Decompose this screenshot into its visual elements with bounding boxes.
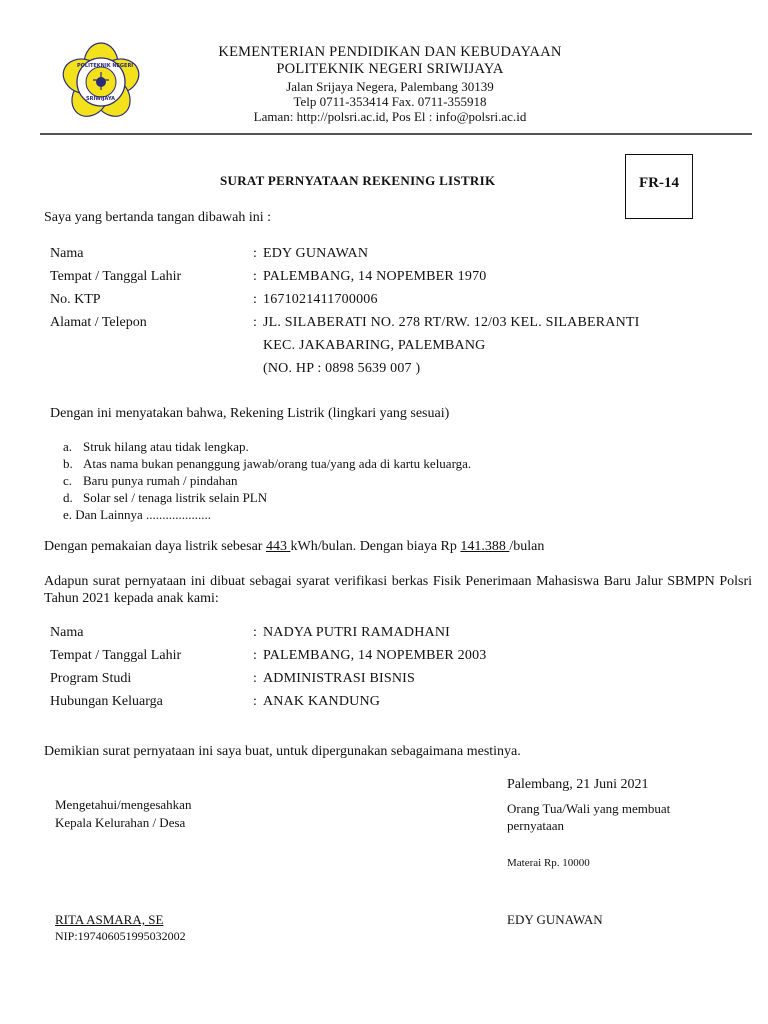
usage-cost: 141.388 (460, 539, 510, 554)
declarant-name-label: Nama (50, 246, 84, 261)
option-b-text: Atas nama bukan penanggung jawab/orang tua/yang ada di kartu keluarga. (83, 456, 472, 471)
declarant-name-colon: : (253, 246, 257, 261)
child-birth-value: PALEMBANG, 14 NOPEMBER 2003 (263, 648, 487, 663)
child-name-label: Nama (50, 625, 84, 640)
header-address: Jalan Srijaya Negera, Palembang 30139 (286, 79, 494, 94)
right-sign-title-2: pernyataan (507, 818, 565, 833)
header-institution: POLITEKNIK NEGERI SRIWIJAYA (276, 61, 504, 77)
usage-prefix: Dengan pemakaian daya listrik sebesar (44, 539, 266, 554)
polsri-logo (55, 42, 147, 122)
child-name-value: NADYA PUTRI RAMADHANI (263, 625, 450, 640)
place-date: Palembang, 21 Juni 2021 (507, 777, 649, 792)
declarant-ktp-colon: : (253, 292, 257, 307)
logo-text-bottom: SRIWIJAYA (86, 96, 115, 102)
child-birth-label: Tempat / Tanggal Lahir (50, 648, 182, 663)
usage-line (44, 539, 544, 555)
option-b-letter: b. (63, 456, 73, 471)
declarant-birth-colon: : (253, 269, 257, 284)
declarant-ktp-value: 1671021411700006 (263, 292, 378, 307)
child-relation-label: Hubungan Keluarga (50, 694, 163, 709)
option-a-text: Struk hilang atau tidak lengkap. (83, 439, 249, 454)
usage-middle: kWh/bulan. Dengan biaya Rp (290, 539, 461, 554)
header-ministry: KEMENTERIAN PENDIDIKAN DAN KEBUDAYAAN (218, 44, 562, 60)
child-relation-value: ANAK KANDUNG (263, 694, 381, 709)
left-signer-name: RITA ASMARA, SE (55, 912, 164, 927)
declarant-birth-value: PALEMBANG, 14 NOPEMBER 1970 (263, 269, 487, 284)
child-program-value: ADMINISTRASI BISNIS (263, 671, 415, 686)
materai-note: Materai Rp. 10000 (507, 857, 590, 869)
option-c-text: Baru punya rumah / pindahan (83, 473, 238, 488)
closing-text: Demikian surat pernyataan ini saya buat, untuk dipergunakan sebagaimana mestinya. (44, 744, 521, 759)
right-signer-name: EDY GUNAWAN (507, 912, 603, 927)
declarant-birth-label: Tempat / Tanggal Lahir (50, 269, 182, 284)
document-title: SURAT PERNYATAAN REKENING LISTRIK (220, 173, 496, 188)
option-d-letter: d. (63, 490, 73, 505)
declarant-address-label: Alamat / Telepon (50, 315, 147, 330)
declarant-name-value: EDY GUNAWAN (263, 246, 369, 261)
declarant-address-value: JL. SILABERATI NO. 278 RT/RW. 12/03 KEL. SILABERANTI (263, 315, 640, 330)
usage-suffix: /bulan (509, 539, 545, 554)
left-signer-nip: NIP:197406051995032002 (55, 929, 186, 943)
form-code: FR-14 (639, 175, 679, 191)
left-sign-title-1: Mengetahui/mengesahkan (55, 797, 192, 812)
polsri-logo-emblem (55, 42, 147, 122)
purpose-paragraph: Adapun surat pernyataan ini dibuat sebagai syarat verifikasi berkas Fisik Penerimaan Mahasiswa Baru Jalur SBMPN Polsri Tahun 2021 kepada anak kami: (44, 574, 752, 606)
form-code-box (625, 154, 693, 219)
option-e: e. Dan Lainnya .................... (63, 507, 212, 522)
child-birth-colon: : (253, 648, 257, 663)
declarant-address-colon: : (253, 315, 257, 330)
declarant-address-line2: KEC. JAKABARING, PALEMBANG (263, 338, 486, 353)
option-a-letter: a. (63, 439, 73, 454)
intro-text: Saya yang bertanda tangan dibawah ini : (44, 210, 272, 225)
left-sign-title-2: Kepala Kelurahan / Desa (55, 815, 186, 830)
child-program-label: Program Studi (50, 671, 132, 686)
header-divider (40, 133, 752, 135)
header-phone: Telp 0711-353414 Fax. 0711-355918 (293, 94, 487, 109)
child-relation-colon: : (253, 694, 257, 709)
right-sign-title-1: Orang Tua/Wali yang membuat (507, 801, 671, 816)
header-website: Laman: http://polsri.ac.id, Pos El : info@polsri.ac.id (253, 109, 527, 124)
child-name-colon: : (253, 625, 257, 640)
usage-kwh: 443 (265, 539, 291, 554)
statement-text: Dengan ini menyatakan bahwa, Rekening Listrik (lingkari yang sesuai) (50, 406, 450, 421)
declarant-phone: (NO. HP : 0898 5639 007 ) (263, 361, 421, 376)
declarant-ktp-label: No. KTP (50, 292, 101, 307)
child-program-colon: : (253, 671, 257, 686)
option-d-text: Solar sel / tenaga listrik selain PLN (83, 490, 268, 505)
logo-text-top: POLITEKNIK NEGERI (77, 63, 134, 69)
option-c-letter: c. (63, 473, 73, 488)
